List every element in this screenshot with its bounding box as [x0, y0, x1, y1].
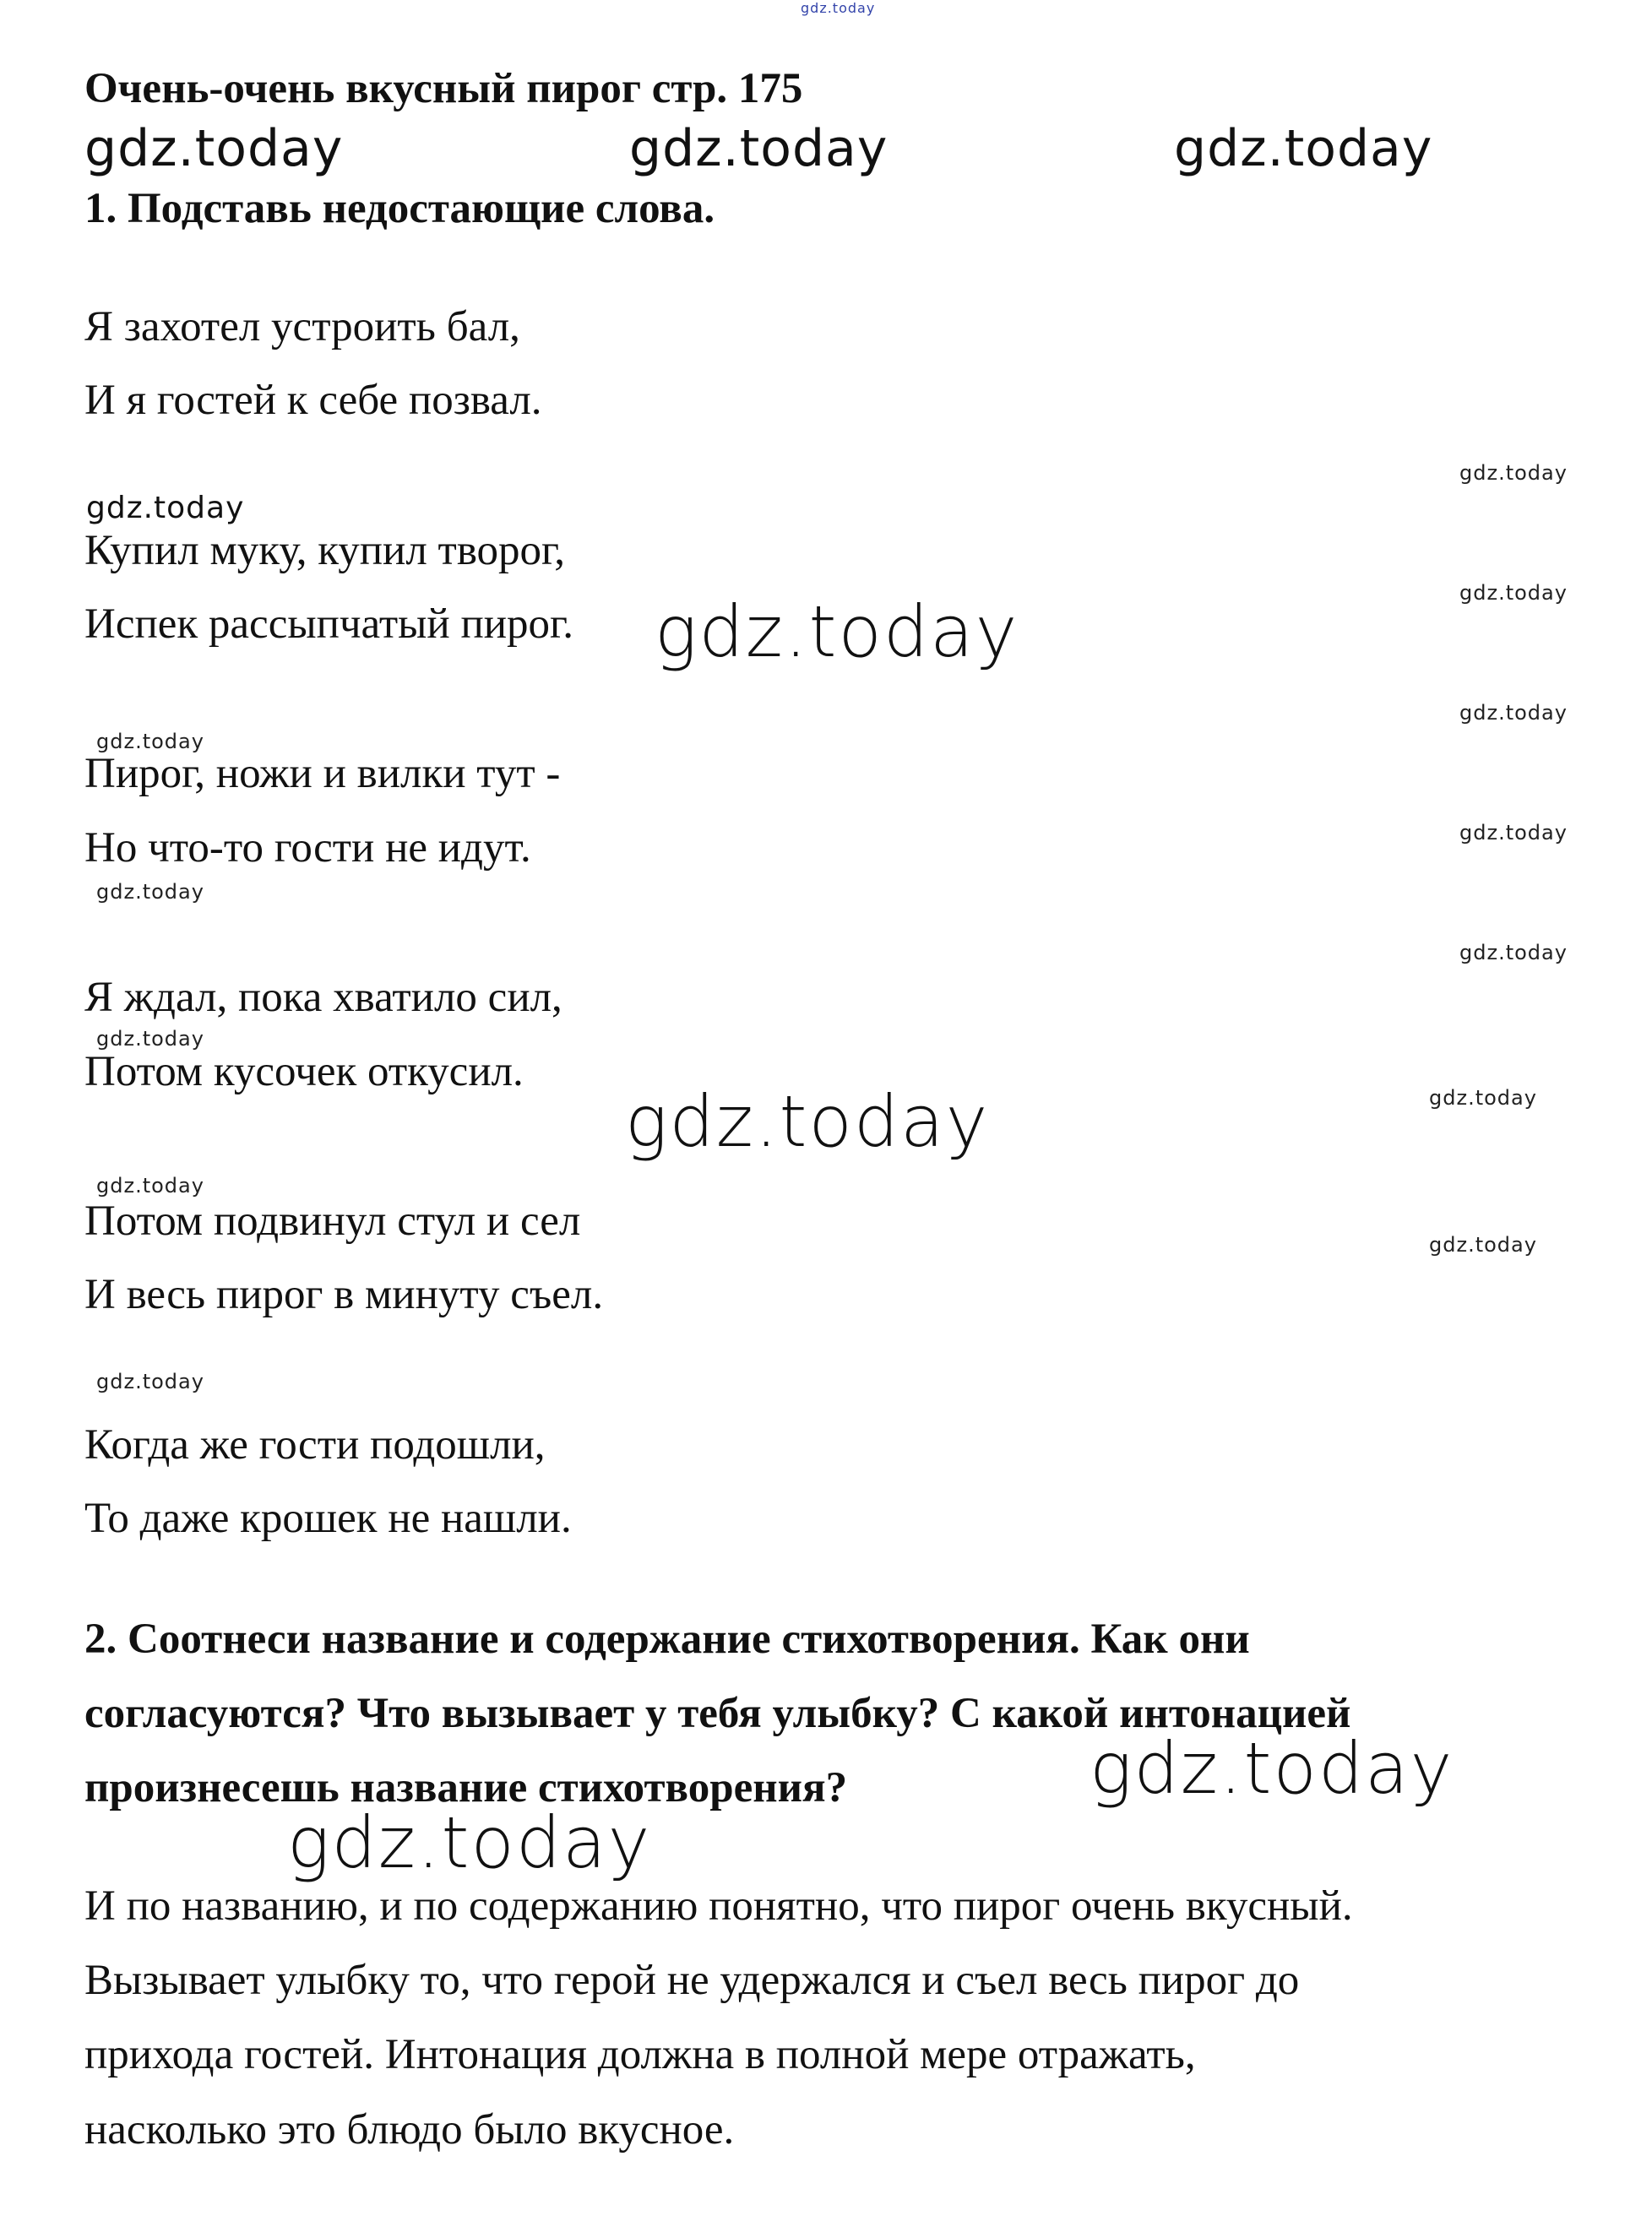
poem-line: Я ждал, пока хватило сил, — [84, 974, 562, 1021]
watermark-text: gdz.today — [1429, 1086, 1537, 1110]
task2-heading-line: согласуются? Что вызывает у тебя улыбку? С какой интонацией — [84, 1690, 1351, 1737]
poem-line: То даже крошек не нашли. — [84, 1495, 572, 1542]
poem-line: Потом кусочек откусил. — [84, 1048, 524, 1095]
poem-line: Купил муку, купил творог, — [84, 527, 565, 574]
watermark-text: gdz.today — [655, 590, 1019, 673]
watermark-text: gdz.today — [1429, 1233, 1537, 1257]
watermark-text: gdz.today — [1459, 581, 1568, 605]
watermark-text: gdz.today — [1459, 461, 1568, 485]
poem-line: Когда же гости подошли, — [84, 1421, 546, 1469]
watermark-text: gdz.today — [86, 491, 245, 525]
answer-line: насколько это блюдо было вкусное. — [84, 2106, 735, 2154]
watermark-text: gdz.today — [629, 119, 888, 178]
answer-line: прихода гостей. Интонация должна в полной мере отражать, — [84, 2031, 1196, 2078]
watermark-text: gdz.today — [287, 1801, 652, 1884]
poem-line: И весь пирог в минуту съел. — [84, 1271, 604, 1318]
poem-line: Но что-то гости не идут. — [84, 824, 531, 872]
watermark-text: gdz.today — [1174, 119, 1433, 178]
task1-heading: 1. Подставь недостающие слова. — [84, 185, 715, 232]
watermark-text: gdz.today — [625, 1080, 990, 1163]
watermark-text: gdz.today — [96, 880, 204, 904]
poem-line: Я захотел устроить бал, — [84, 303, 520, 350]
page-title: Очень-очень вкусный пирог стр. 175 — [84, 65, 803, 112]
poem-line: Испек рассыпчатый пирог. — [84, 600, 573, 648]
watermark-text: gdz.today — [1459, 941, 1568, 964]
task2-heading-line: 2. Соотнеси название и содержание стихотворения. Как они — [84, 1616, 1250, 1663]
poem-line: И я гостей к себе позвал. — [84, 377, 542, 424]
answer-line: И по названию, и по содержанию понятно, что пирог очень вкусный. — [84, 1882, 1353, 1930]
poem-line: Пирог, ножи и вилки тут - — [84, 750, 561, 797]
watermark-text: gdz.today — [801, 0, 876, 16]
watermark-text: gdz.today — [1090, 1727, 1454, 1810]
watermark-text: gdz.today — [84, 119, 344, 178]
watermark-text: gdz.today — [1459, 821, 1568, 845]
answer-line: Вызывает улыбку то, что герой не удержался и съел весь пирог до — [84, 1957, 1300, 2004]
watermark-text: gdz.today — [96, 730, 204, 753]
watermark-text: gdz.today — [96, 1027, 204, 1051]
watermark-text: gdz.today — [96, 1370, 204, 1393]
poem-line: Потом подвинул стул и сел — [84, 1198, 581, 1245]
task2-heading-line: произнесешь название стихотворения? — [84, 1764, 848, 1811]
watermark-text: gdz.today — [1459, 701, 1568, 725]
watermark-text: gdz.today — [96, 1174, 204, 1198]
